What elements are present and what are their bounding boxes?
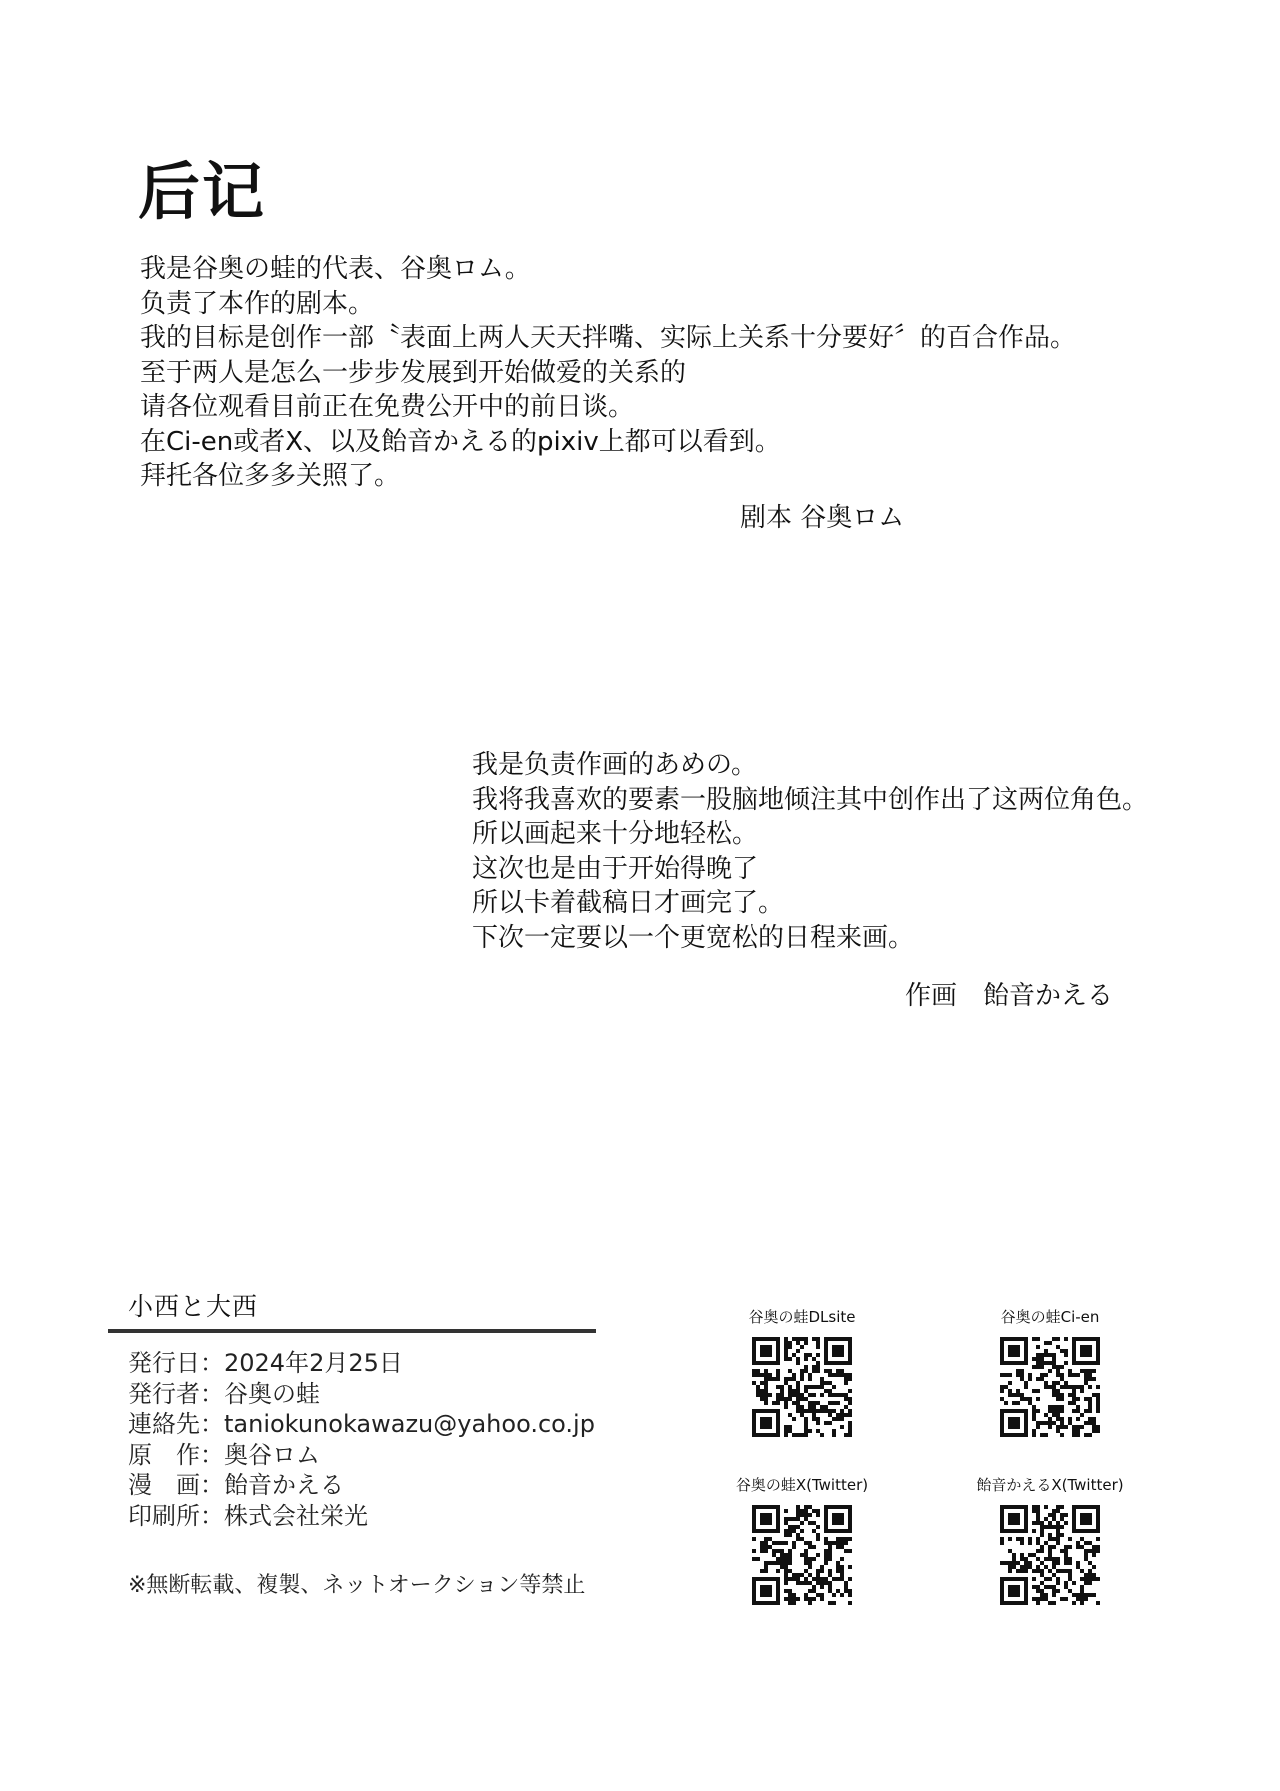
- artist-signature: 作画 飴音かえる: [905, 981, 1114, 1011]
- qr-label: 飴音かえるX(Twitter): [976, 1476, 1124, 1494]
- manga-artist: 漫 画：飴音かえる: [128, 1471, 344, 1499]
- qr-code-icon[interactable]: [1000, 1337, 1100, 1437]
- message-line: 负责了本作的剧本。: [140, 288, 375, 319]
- message-line: 请各位观看目前正在免费公开中的前日谈。: [140, 392, 635, 422]
- message-line: 我是谷奥の蛙的代表、谷奥ロム。: [140, 254, 531, 284]
- qr-code-icon[interactable]: [752, 1505, 852, 1605]
- qr-code-icon[interactable]: [1000, 1505, 1100, 1605]
- qr-cien[interactable]: [950, 1306, 1150, 1437]
- message-line: 下次一定要以一个更宽松的日程来画。: [472, 922, 915, 953]
- qr-dlsite[interactable]: [702, 1306, 902, 1437]
- message-line: 所以卡着截稿日才画完了。: [472, 888, 785, 918]
- artist-message: [472, 748, 1148, 955]
- book-title: 小西と大西: [128, 1292, 259, 1321]
- qr-circle-twitter[interactable]: [702, 1474, 902, 1605]
- script-writer-signature: 剧本 谷奥ロム: [740, 503, 905, 533]
- message-line: 拜托各位多多关照了。: [140, 461, 401, 491]
- qr-code-icon[interactable]: [752, 1337, 852, 1437]
- qr-label: 谷奥の蛙Ci-en: [1000, 1308, 1100, 1326]
- message-line: 所以画起来十分地轻松。: [472, 819, 759, 849]
- script-writer-message: [140, 252, 1076, 494]
- publish-date: 発行日：2024年2月25日: [128, 1349, 403, 1377]
- colophon: [128, 1348, 595, 1531]
- printer: 印刷所：株式会社栄光: [128, 1501, 368, 1530]
- copyright-notice: ※無断転載、複製、ネットオークション等禁止: [128, 1573, 586, 1598]
- message-line: 我的目标是创作一部〝表面上两人天天拌嘴、实际上关系十分要好〞的百合作品。: [140, 323, 1077, 353]
- divider: [108, 1329, 596, 1333]
- qr-artist-twitter[interactable]: [950, 1474, 1150, 1605]
- message-line: 至于两人是怎么一步步发展到开始做爱的关系的: [140, 357, 687, 388]
- contact-email: 連絡先：taniokunokawazu@yahoo.co.jp: [128, 1410, 595, 1438]
- qr-label: 谷奥の蛙X(Twitter): [735, 1476, 869, 1494]
- message-line: 我是负责作画的あめの。: [472, 750, 757, 780]
- message-line: 这次也是由于开始得晚了: [472, 853, 759, 884]
- publisher: 発行者：谷奥の蛙: [128, 1379, 320, 1408]
- page-title: 后记: [138, 155, 267, 228]
- message-line: 我将我喜欢的要素一股脑地倾注其中创作出了这两位角色。: [472, 784, 1149, 815]
- qr-label: 谷奥の蛙DLsite: [748, 1308, 856, 1326]
- original-author: 原 作：奥谷ロム: [128, 1440, 320, 1469]
- message-line: 在Ci-en或者X、以及飴音かえる的pixiv上都可以看到。: [140, 426, 781, 457]
